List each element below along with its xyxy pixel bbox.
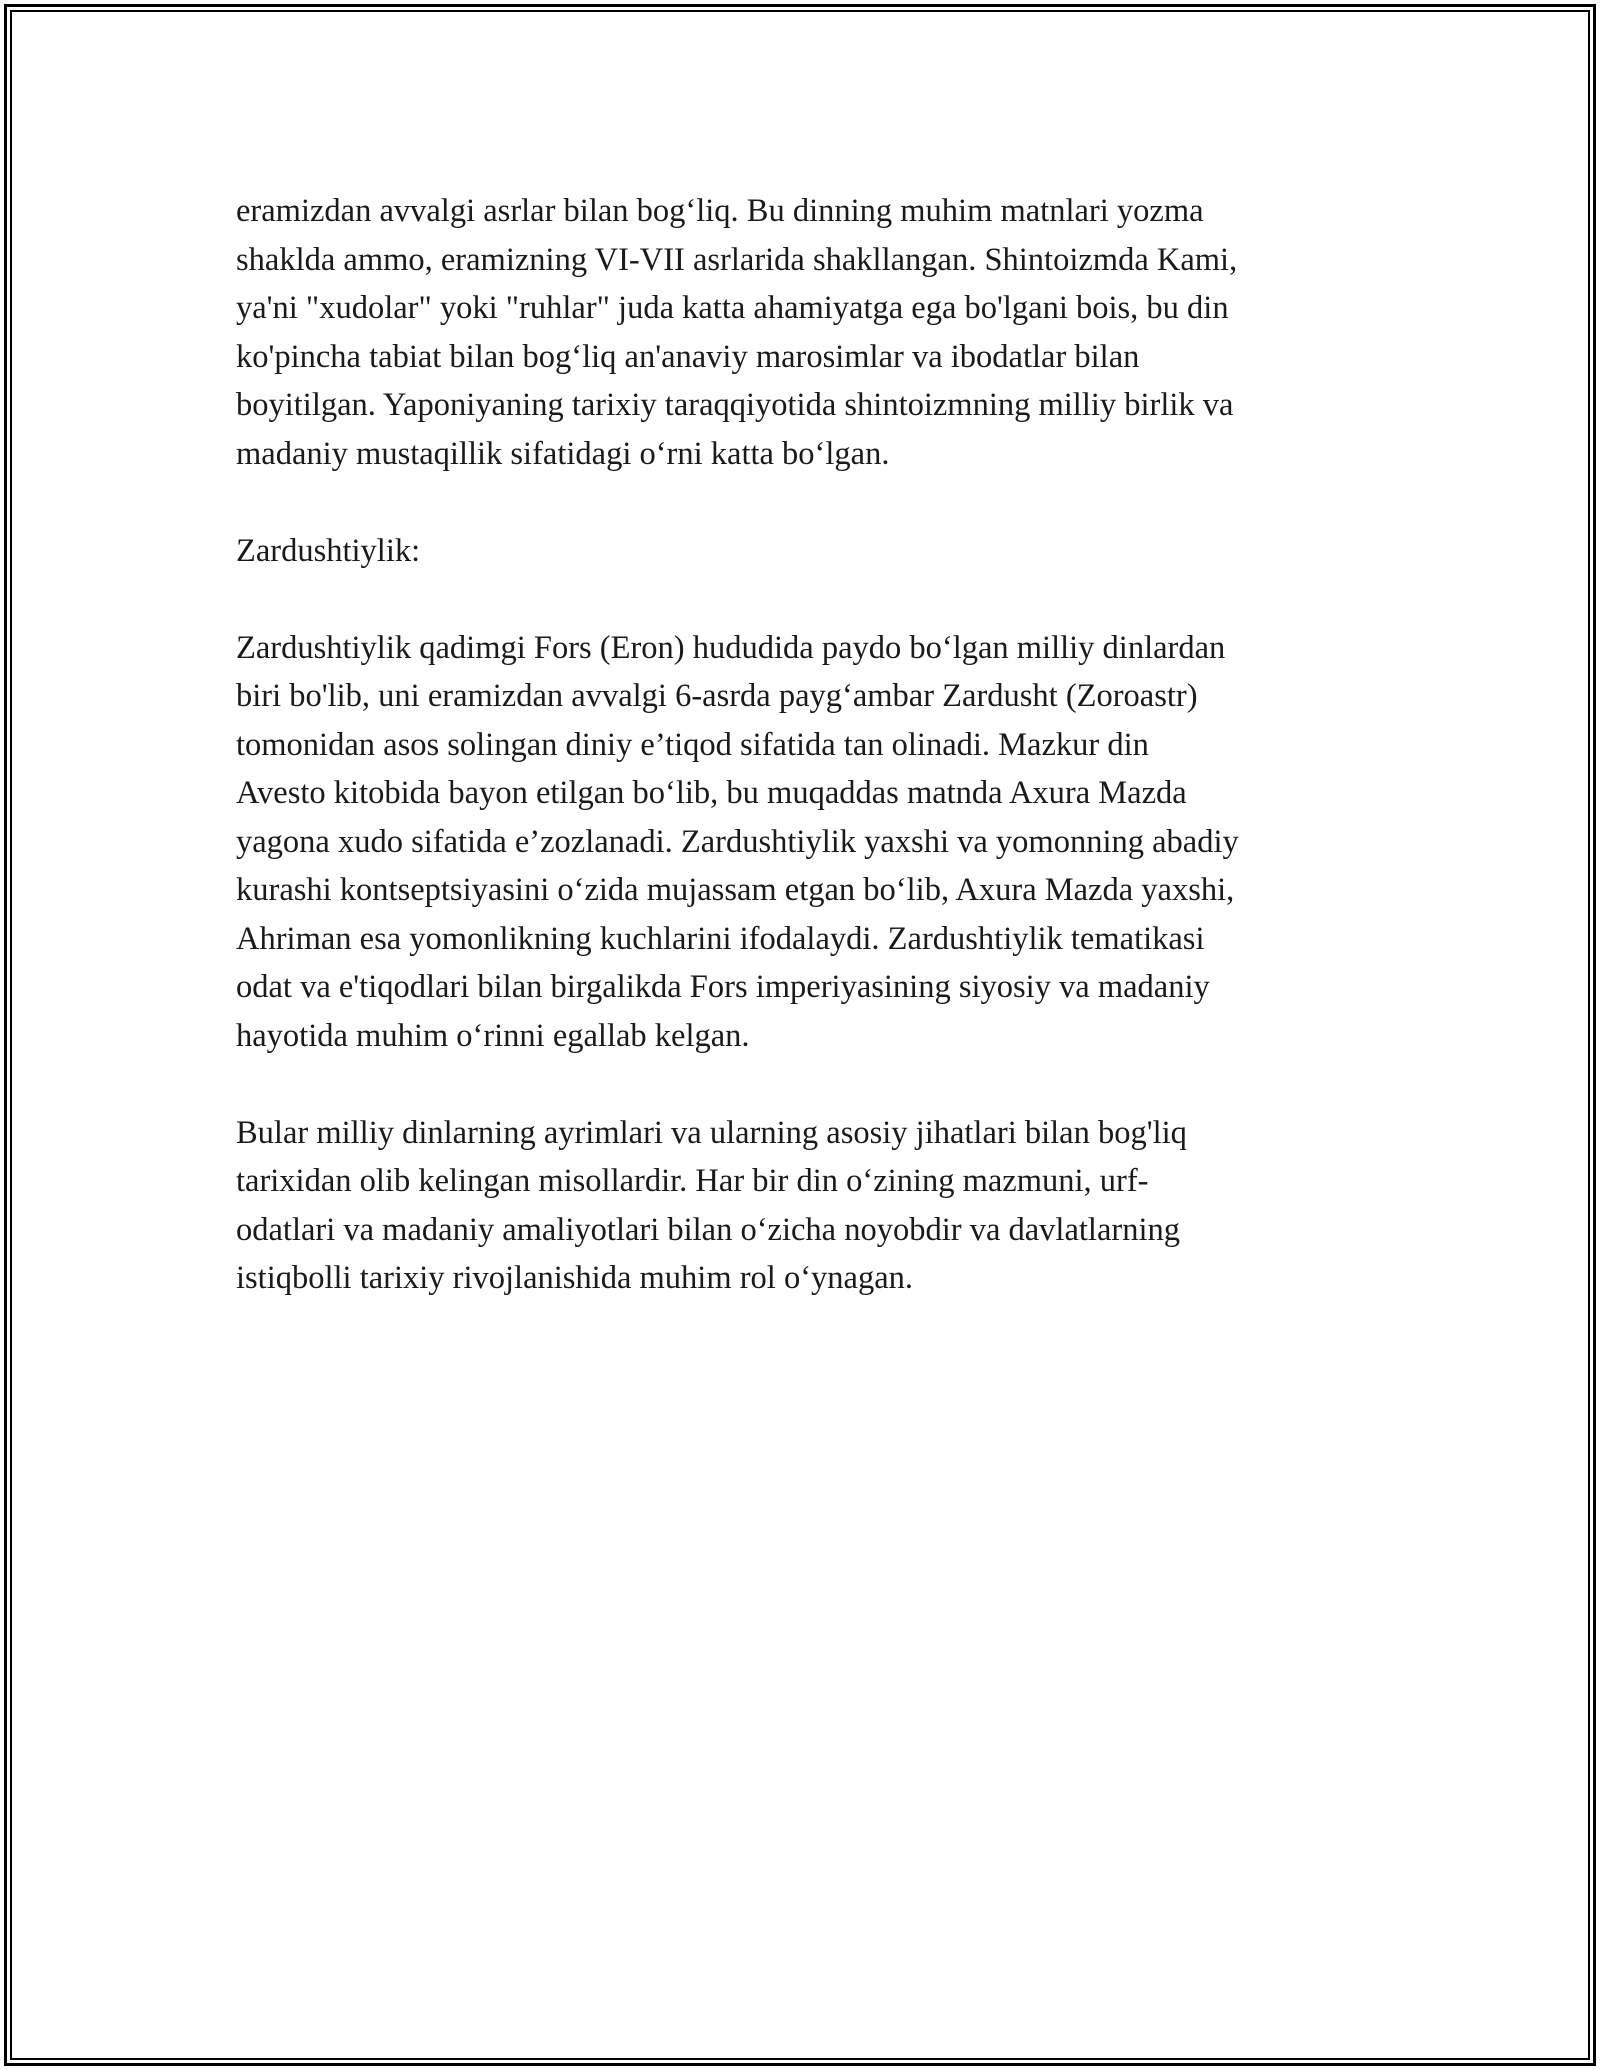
- text-line: tomonidan asos solingan diniy e’tiqod sifatida tan olinadi. Mazkur din: [236, 726, 1149, 763]
- text-line: ko'pincha tabiat bilan bog‘liq an'anaviy marosimlar va ibodatlar bilan: [236, 338, 1140, 375]
- text-line: ya'ni "xudolar" yoki "ruhlar" juda katta ahamiyatga ega bo'lgani bois, bu din: [236, 290, 1229, 326]
- heading-text: Zardushtiylik:: [236, 532, 421, 569]
- document-body: [236, 187, 1386, 1351]
- text-line: eramizdan avvalgi asrlar bilan bog‘liq. Bu dinning muhim matnlari yozma: [236, 193, 1204, 229]
- text-line: yagona xudo sifatida e’zozlanadi. Zardushtiylik yaxshi va yomonning abadiy: [236, 823, 1239, 860]
- paragraph-shintoizm: [236, 187, 1386, 478]
- section-heading-zardushtiylik: [236, 527, 1386, 576]
- text-line: Zardushtiylik qadimgi Fors (Eron) hududida paydo bo‘lgan milliy dinlardan: [236, 629, 1226, 666]
- text-line: Bular milliy dinlarning ayrimlari va ularning asosiy jihatlari bilan bog'liq: [236, 1114, 1187, 1151]
- text-line: odat va e'tiqodlari bilan birgalikda Fors imperiyasining siyosiy va madaniy: [236, 969, 1210, 1005]
- text-line: tarixidan olib kelingan misollardir. Har bir din o‘zining mazmuni, urf-: [236, 1163, 1149, 1199]
- text-line: istiqbolli tarixiy rivojlanishida muhim rol o‘ynagan.: [236, 1260, 913, 1296]
- text-line: madaniy mustaqillik sifatidagi o‘rni katta bo‘lgan.: [236, 435, 890, 472]
- text-line: kurashi kontseptsiyasini o‘zida mujassam etgan bo‘lib, Axura Mazda yaxshi,: [236, 872, 1235, 908]
- paragraph-conclusion: [236, 1109, 1386, 1303]
- text-line: Avesto kitobida bayon etilgan bo‘lib, bu muqaddas matnda Axura Mazda: [236, 775, 1187, 811]
- text-line: Ahriman esa yomonlikning kuchlarini ifodalaydi. Zardushtiylik tematikasi: [236, 920, 1205, 957]
- text-line: odatlari va madaniy amaliyotlari bilan o‘zicha noyobdir va davlatlarning: [236, 1211, 1180, 1248]
- text-line: biri bo'lib, uni eramizdan avvalgi 6-asrda payg‘ambar Zardusht (Zoroastr): [236, 678, 1198, 714]
- text-line: boyitilgan. Yaponiyaning tarixiy taraqqiyotida shintoizmning milliy birlik va: [236, 387, 1234, 423]
- paragraph-zardushtiylik: [236, 624, 1386, 1061]
- text-line: hayotida muhim o‘rinni egallab kelgan.: [236, 1017, 750, 1054]
- text-line: shakldа ammo, eramizning VI-VII asrlarida shakllangan. Shintoizmda Kami,: [236, 241, 1238, 278]
